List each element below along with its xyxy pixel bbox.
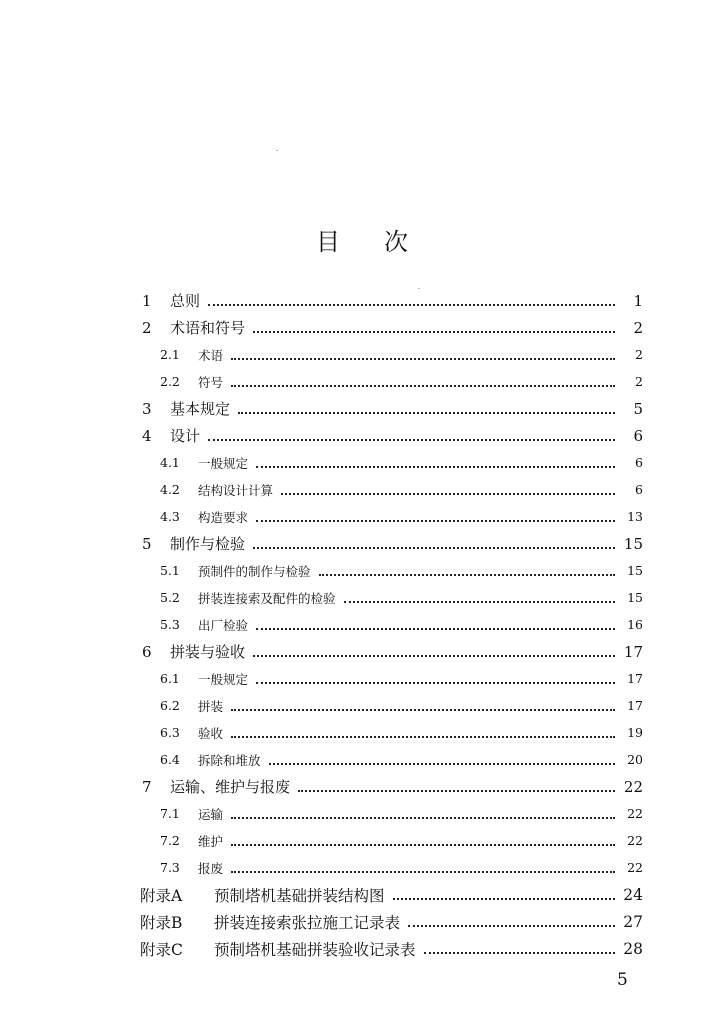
toc-entry-number: 4.2 [160,482,180,497]
toc-entry-page: 6 [633,426,643,445]
dot-leader [256,465,615,468]
toc-entry-number: 3 [142,399,152,418]
toc-entry-number: 7.3 [160,860,180,875]
toc-entry-page: 6 [635,455,643,470]
toc-entry-label: 结构设计计算 [198,482,274,498]
toc-entry[interactable] [140,692,643,719]
toc-entry-number: 4.3 [160,509,180,524]
dot-leader [231,708,615,711]
dot-leader [231,843,615,846]
toc-entry-label: 拼装连接索及配件的检验 [198,590,336,606]
toc-entry-page: 1 [633,291,643,310]
dot-leader [253,330,615,333]
dot-leader [256,519,615,522]
toc-entry-number: 附录C [140,940,183,959]
toc-entry-page: 13 [627,509,643,524]
toc-entry-number: 7.1 [160,806,180,821]
toc-entry-page: 2 [635,374,643,389]
toc-entry[interactable] [140,773,643,800]
toc-entry-page: 16 [627,617,643,632]
toc-entry[interactable] [140,611,643,638]
dot-leader [393,897,615,900]
toc-entry-page: 17 [623,642,643,661]
dot-leader [208,303,615,306]
toc-entry[interactable] [140,827,643,854]
toc-entry-page: 19 [627,725,643,740]
toc-entry-page: 20 [627,752,643,767]
toc-entry-page: 22 [623,777,643,796]
dot-leader [344,600,615,603]
toc-entry-page: 22 [627,833,643,848]
toc-entry-number: 5.3 [160,617,180,632]
page-number: 5 [617,970,628,990]
toc-entry-page: 22 [627,860,643,875]
toc-entry-label: 出厂检验 [198,617,249,633]
toc-entry-label: 构造要求 [198,509,249,525]
dot-leader [238,411,615,414]
dot-leader [231,384,615,387]
dot-leader [231,870,615,873]
toc-entry-number: 7.2 [160,833,180,848]
toc-entry-label: 验收 [198,725,224,741]
toc-entry-number: 7 [142,777,152,796]
dot-leader [424,951,615,954]
toc-entry[interactable] [140,908,643,935]
toc-entry[interactable] [140,314,643,341]
toc-entry[interactable] [140,719,643,746]
table-of-contents [140,287,643,962]
dot-leader [253,546,615,549]
dot-leader [256,681,615,684]
toc-entry[interactable] [140,503,643,530]
toc-entry-label: 总则 [170,292,201,310]
toc-entry-label: 术语和符号 [170,319,246,337]
toc-entry-page: 15 [627,590,643,605]
dot-leader [256,627,615,630]
toc-entry-page: 17 [627,671,643,686]
dot-leader [253,654,615,657]
toc-entry[interactable] [140,584,643,611]
toc-entry-label: 拆除和堆放 [198,752,261,768]
dot-leader [281,492,615,495]
toc-entry-number: 1 [142,291,152,310]
toc-entry[interactable] [140,665,643,692]
toc-entry-label: 拼装 [198,698,224,714]
dot-leader [408,924,615,927]
dot-leader [298,789,615,792]
toc-entry-number: 4.1 [160,455,180,470]
toc-entry[interactable] [140,746,643,773]
toc-entry-number: 6.2 [160,698,180,713]
toc-entry-number: 2.2 [160,374,180,389]
page-title: 目次 [316,228,452,256]
scan-speck [418,288,420,289]
toc-entry[interactable] [140,800,643,827]
toc-entry-label: 拼装连接索张拉施工记录表 [214,913,401,932]
toc-entry-label: 一般规定 [198,671,249,687]
toc-entry-page: 6 [635,482,643,497]
toc-entry[interactable] [140,395,643,422]
toc-entry-label: 维护 [198,833,224,849]
toc-entry-page: 15 [623,534,643,553]
toc-entry-number: 6.1 [160,671,180,686]
toc-entry-number: 5 [142,534,152,553]
toc-entry-label: 符号 [198,374,224,390]
toc-entry-page: 5 [633,399,643,418]
toc-entry-number: 5.2 [160,590,180,605]
dot-leader [231,357,615,360]
toc-entry-label: 预制塔机基础拼装验收记录表 [214,940,416,959]
toc-entry-number: 附录A [140,886,183,905]
toc-entry-page: 2 [633,318,643,337]
toc-entry-label: 运输、维护与报废 [170,778,291,796]
toc-entry[interactable] [140,530,643,557]
toc-entry[interactable] [140,881,643,908]
toc-entry[interactable] [140,449,643,476]
toc-entry-page: 28 [623,939,643,958]
toc-entry[interactable] [140,368,643,395]
toc-entry-page: 27 [623,912,643,931]
dot-leader [319,573,615,576]
toc-entry[interactable] [140,476,643,503]
dot-leader [231,816,615,819]
dot-leader [208,438,615,441]
toc-entry-label: 设计 [170,427,201,445]
toc-entry-number: 6.3 [160,725,180,740]
toc-entry-number: 2.1 [160,347,180,362]
toc-entry[interactable] [140,638,643,665]
toc-entry[interactable] [140,854,643,881]
toc-entry-label: 运输 [198,806,224,822]
scan-speck [276,150,278,151]
toc-entry-label: 预制件的制作与检验 [198,563,311,579]
toc-entry-label: 制作与检验 [170,535,246,553]
toc-entry-label: 术语 [198,347,224,363]
toc-entry-number: 5.1 [160,563,180,578]
toc-entry[interactable] [140,341,643,368]
toc-entry-page: 15 [627,563,643,578]
toc-entry-label: 一般规定 [198,455,249,471]
toc-entry-number: 4 [142,426,152,445]
toc-entry-page: 22 [627,806,643,821]
toc-entry-number: 2 [142,318,152,337]
toc-entry-page: 24 [623,885,643,904]
toc-entry-number: 附录B [140,913,183,932]
toc-entry-label: 基本规定 [170,400,231,418]
toc-entry-page: 2 [635,347,643,362]
toc-entry-label: 报废 [198,860,224,876]
toc-entry-number: 6 [142,642,152,661]
dot-leader [269,762,615,765]
toc-entry-page: 17 [627,698,643,713]
dot-leader [231,735,615,738]
toc-entry-label: 预制塔机基础拼装结构图 [214,886,385,905]
toc-entry[interactable] [140,287,643,314]
toc-entry[interactable] [140,935,643,962]
toc-entry-number: 6.4 [160,752,180,767]
toc-entry[interactable] [140,422,643,449]
toc-entry[interactable] [140,557,643,584]
toc-entry-label: 拼装与验收 [170,643,246,661]
